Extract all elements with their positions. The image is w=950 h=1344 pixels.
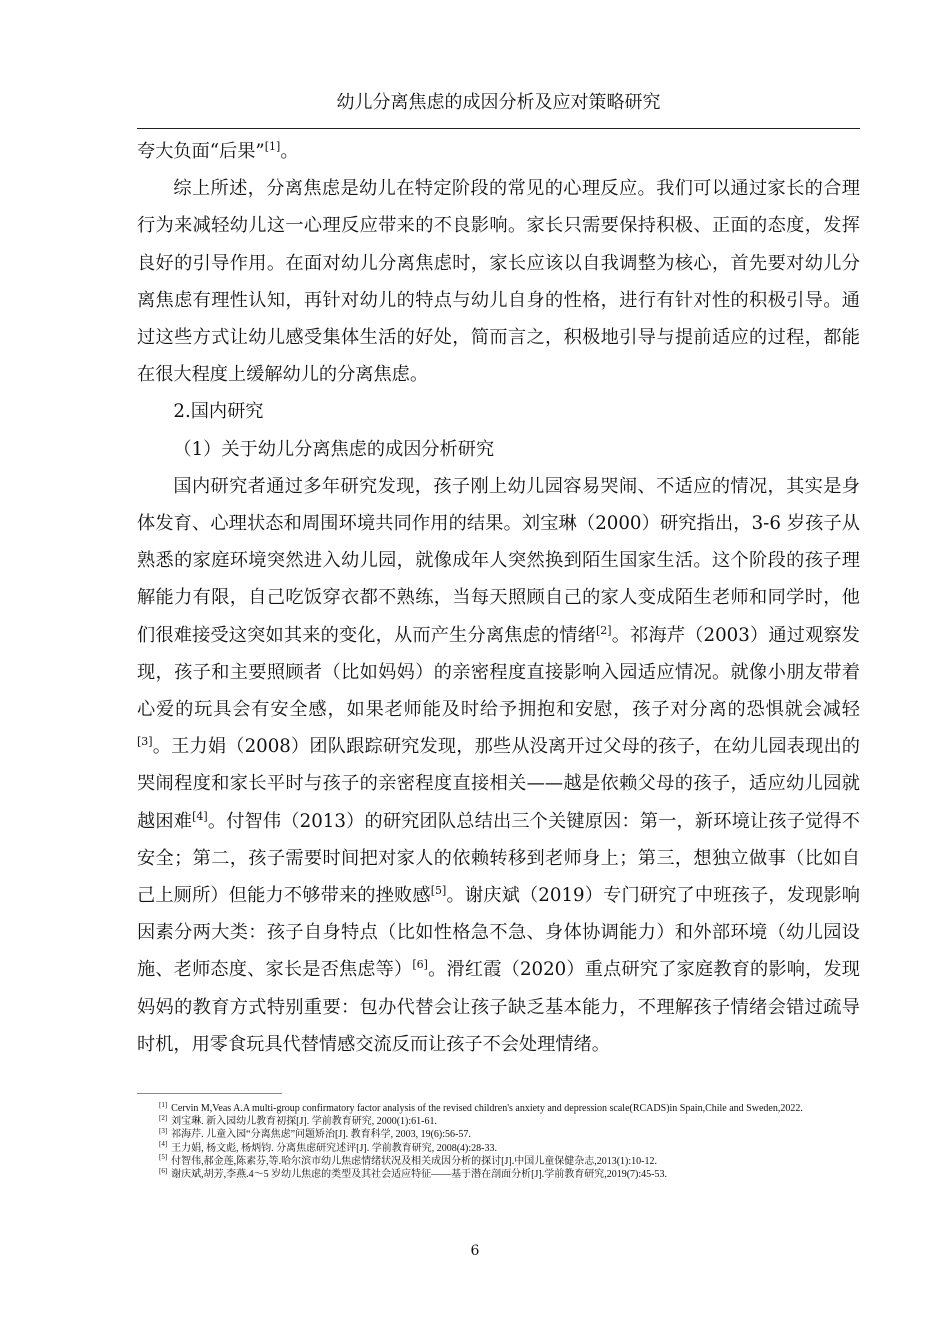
footnotes <box>137 1102 860 1181</box>
footnote: [6] 谢庆斌,胡芳,李燕.4～5 岁幼儿焦虑的类型及其社会适应特征——基于潜在剖面分析[J].学前教育研究,2019(7):45-53. <box>159 1166 667 1181</box>
domestic-research-paragraph: 国内研究者通过多年研究发现，孩子刚上幼儿园容易哭闹、不适应的情况，其实是身体发育、心理状态和周围环境共同作用的结果。刘宝琳（2000）研究指出，3-6 岁孩子从熟悉的家庭环境突然进入幼儿园，就像成年人突然换到陌生国家生活。这个阶段的孩子理解能力有限，自己吃饭穿衣都不熟练，当每天照顾自己的家人变成陌生老师和同学时，他们很难接受这突如其来的变化，从而产生分离焦虑的情绪[2]。祁海芹（2003）通过观察发现，孩子和主要照顾者（比如妈妈）的亲密程度直接影响入园适应情况。就像小朋友带着心爱的玩具会有安全感，如果老师能及时给予拥抱和安慰，孩子对分离的恐惧就会减轻[3]。王力娟（2008）团队跟踪研究发现，那些从没离开过父母的孩子，在幼儿园表现出的哭闹程度和家长平时与孩子的亲密程度直接相关——越是依赖父母的孩子，适应幼儿园就越困难[4]。付智伟（2013）的研究团队总结出三个关键原因：第一，新环境让孩子觉得不安全；第二，孩子需要时间把对家人的依赖转移到老师身上；第三，想独立做事（比如自己上厕所）但能力不够带来的挫败感[5]。谢庆斌（2019）专门研究了中班孩子，发现影响因素分两大类：孩子自身特点（比如性格急不急、身体协调能力）和外部环境（幼儿园设施、老师态度、家长是否焦虑等）[6]。滑红霞（2020）重点研究了家庭教育的影响，发现妈妈的教育方式特别重要：包办代替会让孩子缺乏基本能力，不理解孩子情绪会错过疏导时机，用零食玩具代替情感交流反而让孩子不会处理情绪。 <box>137 475 860 1055</box>
continuation-line: 夸大负面“后果”[1]。 <box>137 139 299 162</box>
subsection-heading: （1）关于幼儿分离焦虑的成因分析研究 <box>173 438 495 460</box>
footnote-mark: [4] <box>159 1140 168 1149</box>
summary-paragraph: 综上所述，分离焦虑是幼儿在特定阶段的常见的心理反应。我们可以通过家长的合理行为来减轻幼儿这一心理反应带来的不良影响。家长只需要保持积极、正面的态度，发挥良好的引导作用。在面对幼儿分离焦虑时，家长应该以自我调整为核心，首先要对幼儿分离焦虑有理性认知，再针对幼儿的特点与幼儿自身的性格，进行有针对性的积极引导。通过这些方式让幼儿感受集体生活的好处，简而言之，积极地引导与提前适应的过程，都能在很大程度上缓解幼儿的分离焦虑。 <box>137 178 860 386</box>
citation-ref: [3] <box>137 735 153 749</box>
footnote: [3] 祁海芹. 儿童入园“分离焦虑”问题矫治[J]. 教育科学, 2003, 19(6):56-57. <box>159 1127 471 1141</box>
citation-ref: [2] <box>595 623 612 637</box>
citation-ref: [6] <box>412 958 428 972</box>
footnote-mark: [3] <box>159 1127 168 1136</box>
citation-ref: [4] <box>192 809 208 823</box>
page-number: 6 <box>470 1243 480 1259</box>
main-text <box>137 133 860 1063</box>
footnote-mark: [2] <box>159 1113 168 1122</box>
header-rule <box>137 128 860 129</box>
footnote-mark: [6] <box>159 1166 168 1175</box>
section-heading: 2.国内研究 <box>173 401 264 423</box>
citation-ref: [1] <box>264 139 281 153</box>
footnote-mark: [1] <box>159 1100 168 1109</box>
footnote-mark: [5] <box>159 1153 168 1162</box>
footnote: [4] 王力娟, 杨文彪, 杨炳钧. 分离焦虑研究述评[J]. 学前教育研究, 2008(4):28-33. <box>159 1140 497 1154</box>
running-header: 幼儿分离焦虑的成因分析及应对策略研究 <box>336 92 661 113</box>
footnote: [2] 刘宝琳. 新入园幼儿教育初探[J]. 学前教育研究, 2000(1):61-61. <box>159 1113 437 1128</box>
footnote: [5] 付智伟,郝金莲,陈素芬,等.哈尔滨市幼儿焦虑情绪状况及相关成因分析的探讨[J].中国儿童保健杂志,2013(1):10-12. <box>159 1153 657 1167</box>
footnote: [1] Cervin M,Veas A.A multi-group confirmatory factor analysis of the revised children's anxiety and depression scale(RCADS)in Spain,Chile and Sweden,2022. <box>159 1100 803 1114</box>
footnote-rule <box>137 1093 282 1094</box>
citation-ref: [5] <box>430 884 447 897</box>
